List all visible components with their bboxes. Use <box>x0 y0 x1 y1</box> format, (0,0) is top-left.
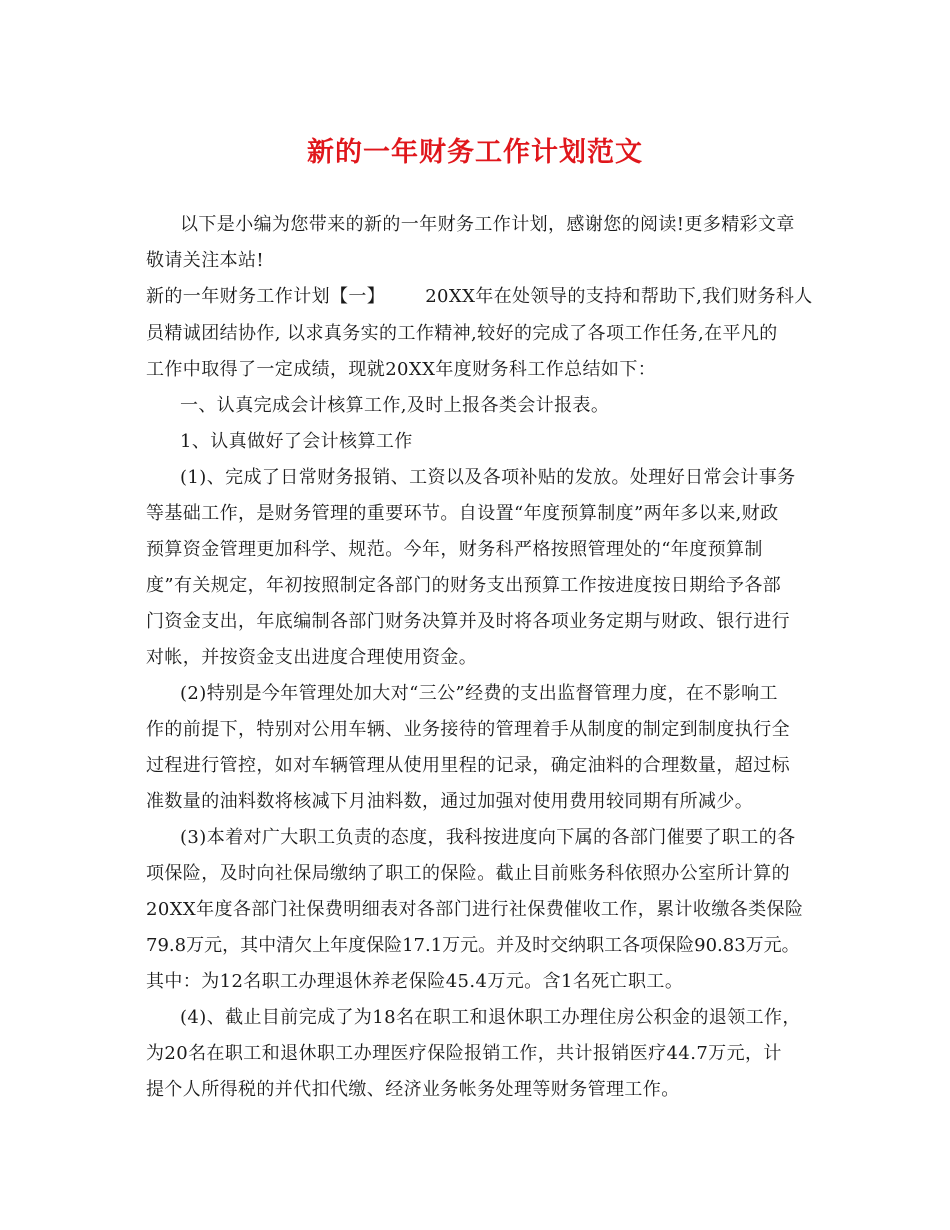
paragraph-line: (2)特别是今年管理处加大对“三公”经费的支出监督管理力度，在不影响工 <box>180 683 778 704</box>
document-title: 新的一年财务工作计划范文 <box>307 137 643 168</box>
paragraph-text: 20XX年在处领导的支持和帮助下,我们财务科人 <box>425 286 813 307</box>
paragraph-line: 79.8万元，其中清欠上年度保险17.1万元。并及时交纳职工各项保险90.83万元。 <box>146 935 800 956</box>
paragraph-line: 等基础工作，是财务管理的重要环节。自设置“年度预算制度”两年多以来,财政 <box>146 503 779 524</box>
paragraph-line: 对帐，并按资金支出进度合理使用资金。 <box>146 647 478 668</box>
paragraph-line: 敬请关注本站! <box>146 250 265 271</box>
paragraph-line: 工作中取得了一定成绩，现就20XX年度财务科工作总结如下： <box>146 359 657 380</box>
paragraph-line: 度”有关规定，年初按照制定各部门的财务支出预算工作按进度按日期给予各部 <box>146 575 782 596</box>
paragraph-line: 准数量的油料数将核减下月油料数，通过加强对使用费用较同期有所减少。 <box>146 791 754 812</box>
paragraph-line: 员精诚团结协作, 以求真务实的工作精神,较好的完成了各项工作任务,在平凡的 <box>146 323 778 344</box>
paragraph-line: (4)、截止目前完成了为18名在职工和退休职工办理住房公积金的退领工作， <box>180 1007 801 1028</box>
section-heading: 新的一年财务工作计划【一】 <box>146 286 386 307</box>
paragraph-line: 项保险，及时向社保局缴纳了职工的保险。截止目前账务科依照办公室所计算的 <box>146 863 790 884</box>
paragraph-line: 提个人所得税的并代扣代缴、经济业务帐务处理等财务管理工作。 <box>146 1079 680 1100</box>
paragraph-line: 预算资金管理更加科学、规范。今年，财务科严格按照管理处的“年度预算制 <box>146 539 763 560</box>
subsection-heading: 1、认真做好了会计核算工作 <box>180 431 413 452</box>
paragraph-line: 其中：为12名职工办理退休养老保险45.4万元。含1名死亡职工。 <box>146 971 684 992</box>
paragraph-line: 为20名在职工和退休职工办理医疗保险报销工作，共计报销医疗44.7万元，计 <box>146 1043 782 1064</box>
paragraph-line: 过程进行管控，如对车辆管理从使用里程的记录，确定油料的合理数量，超过标 <box>146 755 790 776</box>
paragraph-line: 20XX年度各部门社保费明细表对各部门进行社保费催收工作，累计收缴各类保险 <box>146 899 804 920</box>
paragraph-line: 门资金支出，年底编制各部门财务决算并及时将各项业务定期与财政、银行进行 <box>146 611 790 632</box>
paragraph-line: (3)本着对广大职工负责的态度，我科按进度向下属的各部门催要了职工的各 <box>180 827 796 848</box>
section-heading: 一、认真完成会计核算工作,及时上报各类会计报表。 <box>180 395 610 416</box>
paragraph-line <box>146 282 813 308</box>
paragraph-line: (1)、完成了日常财务报销、工资以及各项补贴的发放。处理好日常会计事务 <box>180 467 796 488</box>
paragraph-line: 以下是小编为您带来的新的一年财务工作计划，感谢您的阅读!更多精彩文章 <box>180 214 795 235</box>
paragraph-line: 作的前提下，特别对公用车辆、业务接待的管理着手从制度的制定到制度执行全 <box>146 719 790 740</box>
